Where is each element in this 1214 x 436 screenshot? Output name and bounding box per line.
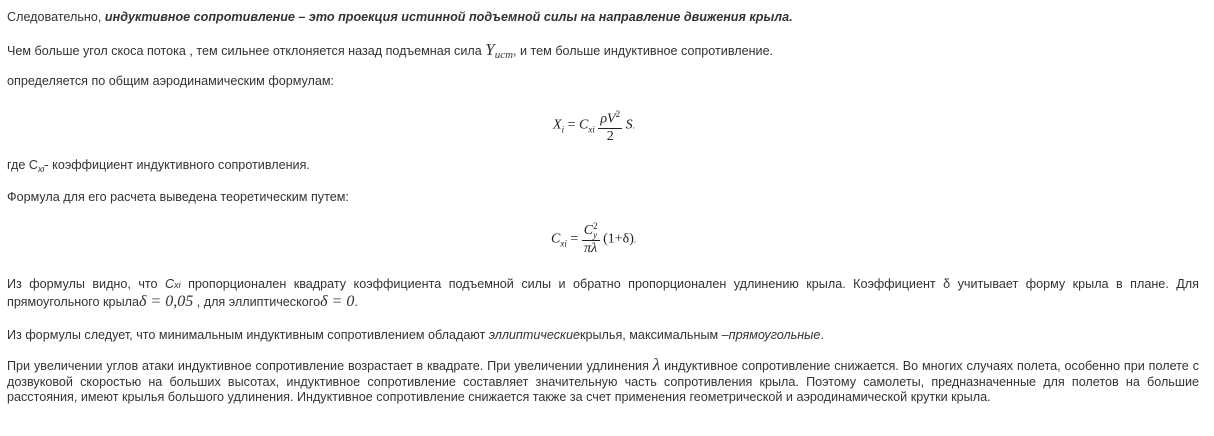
analysis-coefficient: C <box>165 277 175 291</box>
formula1-coefficient: C <box>578 117 589 133</box>
coef-def-subscript: xi <box>37 164 45 174</box>
formula2-lhs-subscript: xi <box>560 238 567 249</box>
paragraph-conclusion <box>7 355 1199 406</box>
analysis-coefficient-subscript: xi <box>174 280 181 290</box>
analysis-part4: . <box>354 294 358 309</box>
formula1-coefficient-subscript: xi <box>588 124 595 135</box>
formula2-equals: = <box>570 231 579 247</box>
coef-def-before: где C <box>7 158 38 172</box>
formula2-factor: (1+δ) <box>603 231 634 247</box>
formula1-numerator-text: ρV <box>600 111 616 127</box>
paragraph-general-formula-intro: определяется по общим аэродинамическим формулам: <box>7 74 335 88</box>
formula1-lhs-subscript: i <box>561 124 565 135</box>
lambda-symbol: λ <box>652 355 661 374</box>
downwash-text-before: Чем больше угол скоса потока , тем сильнее отклоняется назад подъемная сила <box>7 44 486 58</box>
wing-shapes-before: Из формулы следует, что минимальным индуктивным сопротивлением обладают <box>7 328 489 342</box>
delta-rectangular: δ = 0,05 <box>138 292 194 310</box>
paragraph-definition <box>7 10 793 24</box>
formula1-equals: = <box>567 117 576 133</box>
formula1-denominator: 2 <box>606 128 614 144</box>
formula2-numerator <box>582 222 600 241</box>
lift-symbol: Y <box>485 40 495 59</box>
rectangular-term: прямоугольные <box>728 328 821 342</box>
analysis-part1: Из формулы видно, что <box>7 277 166 291</box>
paragraph-formula-analysis <box>7 277 1199 310</box>
formula2-fraction <box>582 222 600 257</box>
formula2-numerator-power: 2 <box>593 221 598 231</box>
formula2-numerator-text: C <box>583 223 594 239</box>
paragraph-theory-intro: Формула для его расчета выведена теоретическим путем: <box>7 190 349 204</box>
wing-shapes-middle: крылья, максимальным – <box>579 328 729 342</box>
lift-symbol-subscript: ucm <box>494 49 514 61</box>
formula-induced-coefficient <box>551 222 636 257</box>
formula2-numerator-scripts <box>593 222 598 240</box>
wing-shapes-after: . <box>820 328 824 342</box>
formula2-end: . <box>633 234 637 245</box>
delta-elliptical: δ = 0 <box>320 292 355 310</box>
formula2-denominator: πλ <box>584 241 598 256</box>
paragraph-coefficient-definition <box>7 158 310 172</box>
formula1-end: . <box>632 120 635 131</box>
paragraph-downwash <box>7 40 773 60</box>
formula-induced-drag <box>553 106 635 145</box>
conclusion-after: индуктивное сопротивление снижается. Во многих случаях полета, особенно при полете с дозвуковой скоростью на больших высотах, индуктивное сопротивление составляет значительную часть сопротивления крыла. Поэтому самолеты, предназначенные для полетов на большие расстояния, имеют крылья большого удлинения. Индуктивное сопротивление снижается также за счет применения геометрической и аэродинамической крутки крыла. <box>7 359 1199 404</box>
elliptical-term: эллиптические <box>488 328 580 342</box>
paragraph-wing-shapes <box>7 328 824 342</box>
formula1-lhs: X <box>553 117 562 133</box>
coef-def-after: - коэффициент индуктивного сопротивления. <box>44 158 310 172</box>
formula1-fraction <box>598 106 622 145</box>
definition-emphasis: индуктивное сопротивление – это проекция истинной подъемной силы на направление движения крыла. <box>104 10 793 24</box>
analysis-part3: , для эллиптического <box>193 294 321 309</box>
analysis-part2: пропорционален квадрату коэффициента подъемной силы и обратно пропорционален удлинению крыла. Коэффициент δ учитывает форму крыла в плане. Для прямоугольного крыла <box>7 277 1199 309</box>
formula2-numerator-subscript: y <box>593 230 598 240</box>
formula2-lhs: C <box>551 231 561 247</box>
formula1-area: S <box>625 117 633 133</box>
definition-lead: Следовательно, <box>7 10 105 24</box>
conclusion-before: При увеличении углов атаки индуктивное сопротивление возрастает в квадрате. При увеличении удлинения <box>7 359 653 373</box>
formula1-numerator-power: 2 <box>615 109 621 119</box>
formula1-numerator <box>598 106 622 129</box>
downwash-text-after: , и тем больше индуктивное сопротивление. <box>513 44 774 58</box>
